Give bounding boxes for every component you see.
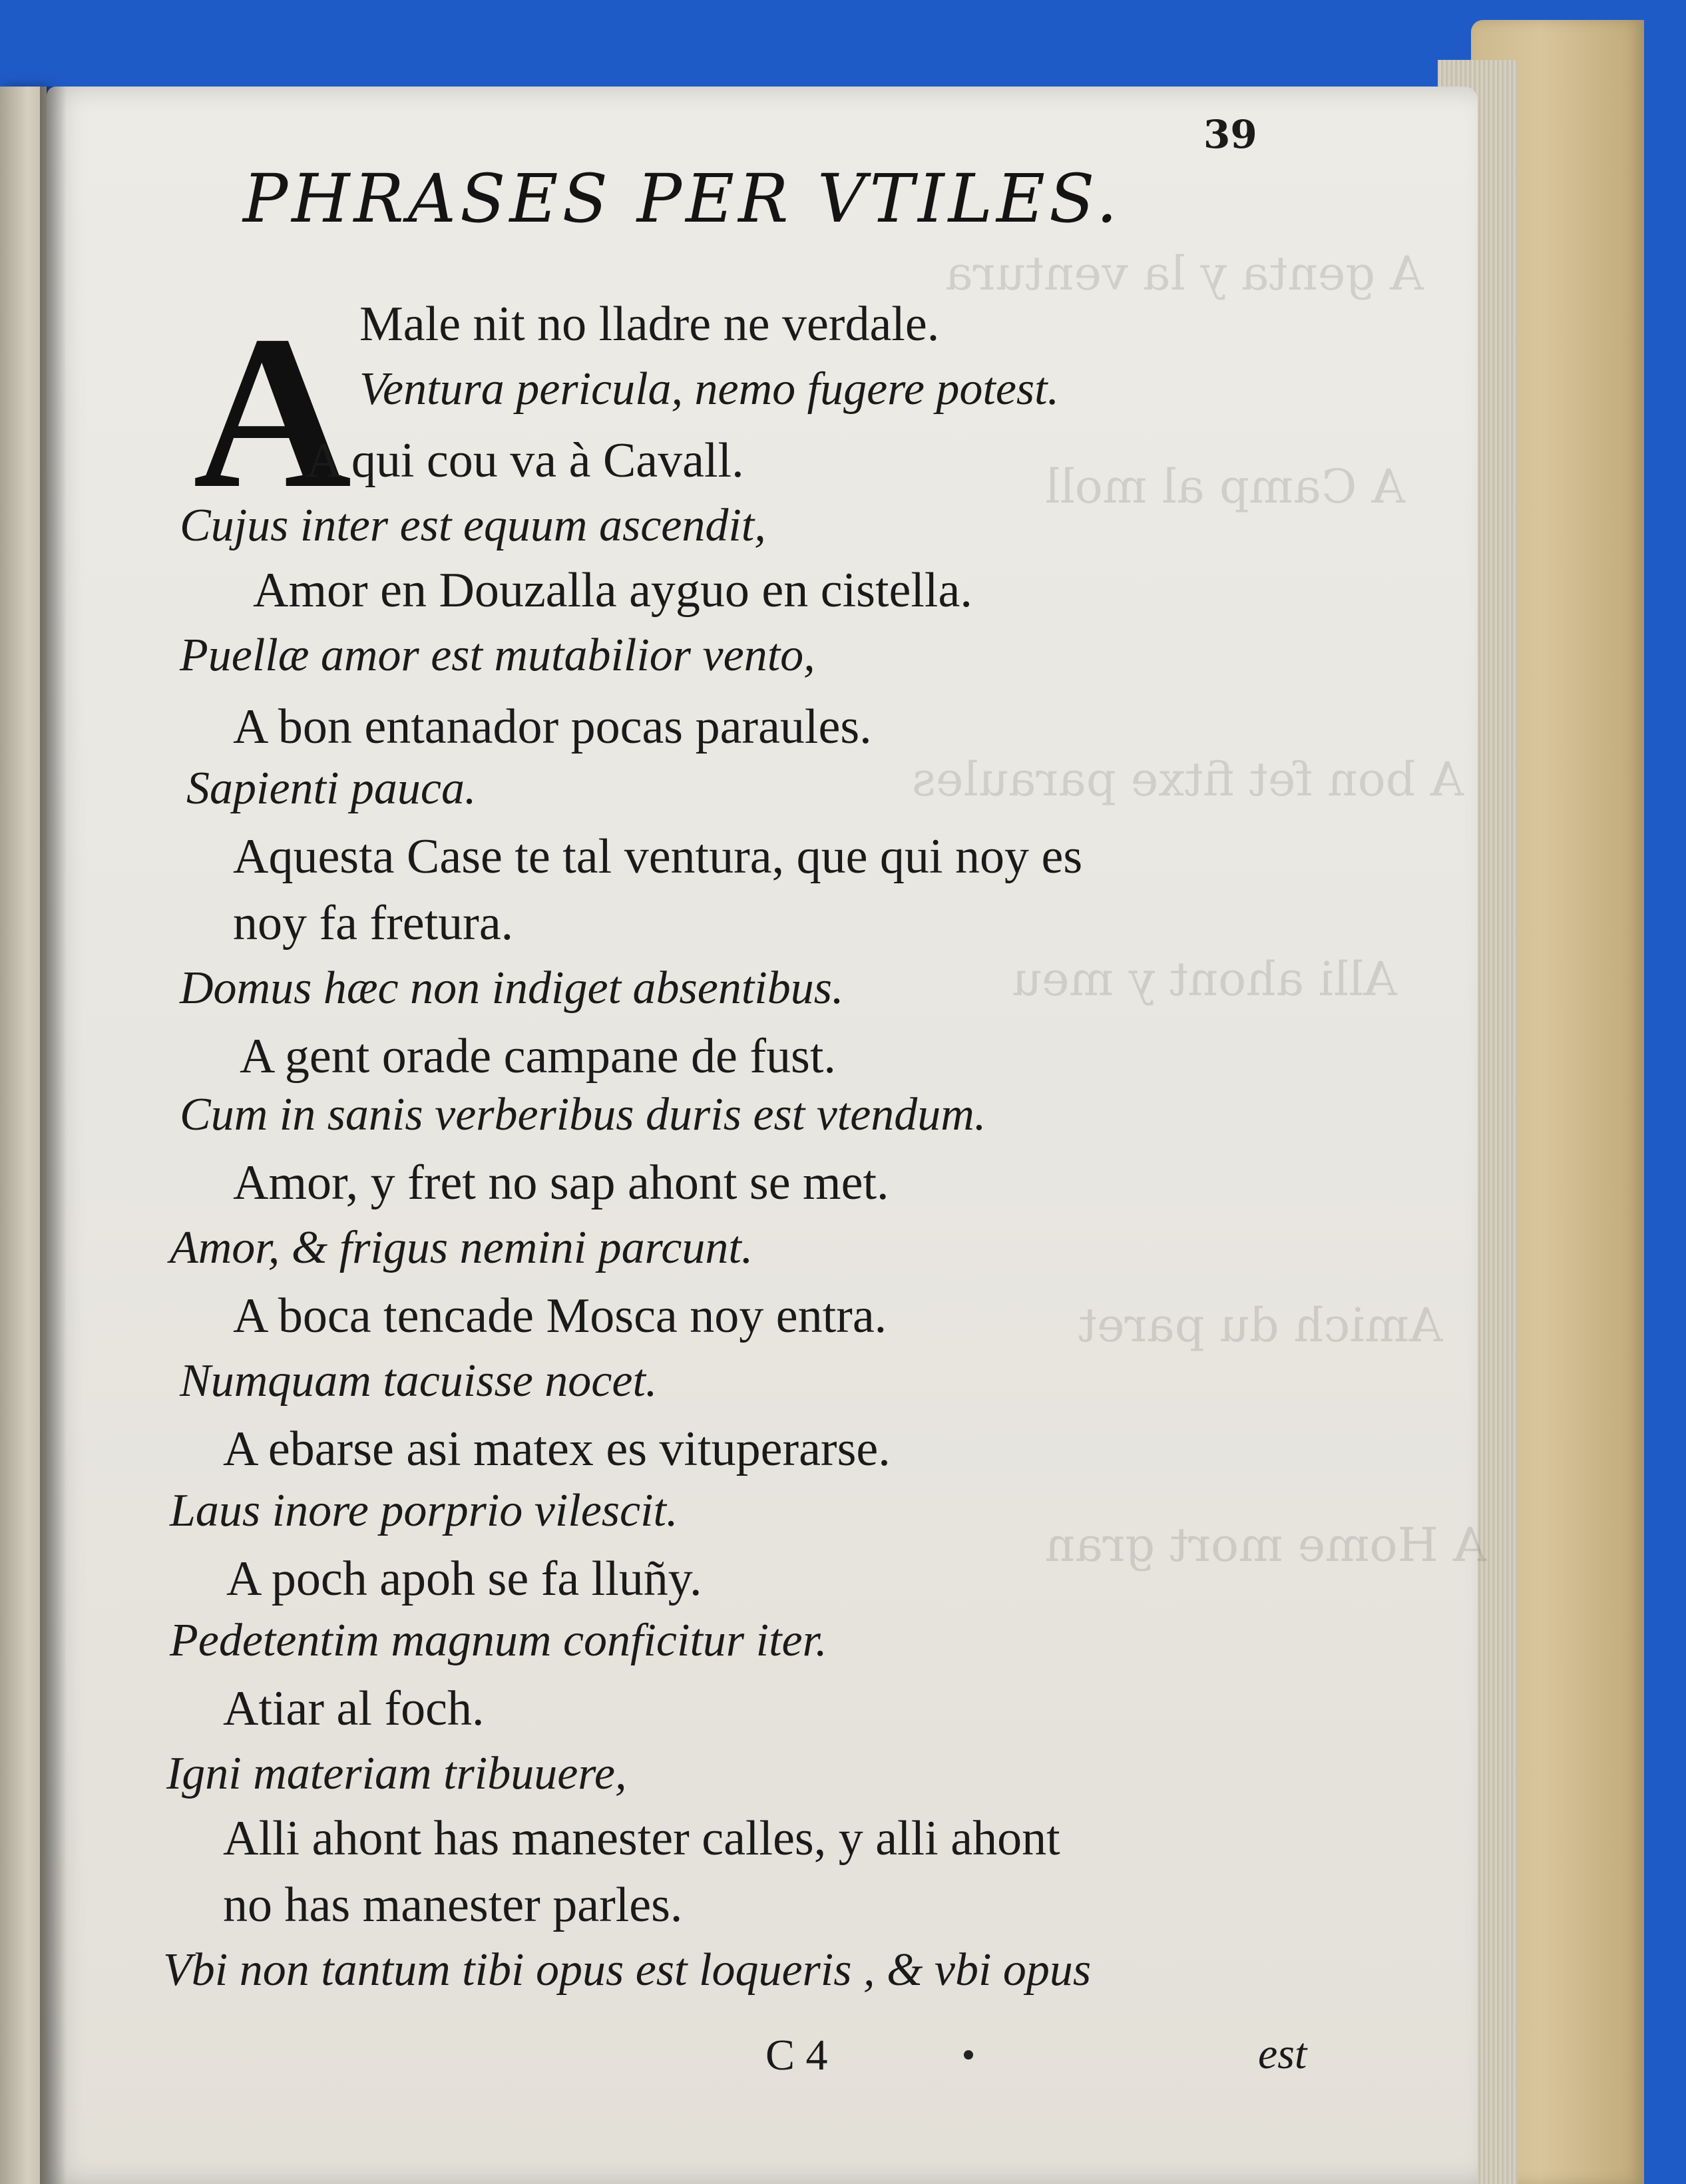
vernacular-phrase-line: A bon entanador pocas paraules. — [233, 700, 872, 754]
vernacular-phrase-line: Aquesta Case te tal ventura, que qui noy es — [233, 829, 1083, 884]
running-title: PHRASES PER VTILES. — [243, 160, 1122, 238]
bleed-through-text: A Home mort gran — [1045, 1518, 1487, 1572]
catchword: est — [1258, 2030, 1307, 2078]
bleed-through-text: A genta y la ventura — [945, 246, 1424, 301]
latin-phrase-line: Laus inore porprio vilescit. — [170, 1485, 678, 1536]
latin-phrase-line: Numquam tacuisse nocet. — [180, 1355, 658, 1407]
vernacular-phrase-line: no has manester parles. — [223, 1878, 683, 1932]
printer-dot — [964, 2050, 973, 2060]
bleed-through-text: A Camp al moll — [1045, 459, 1406, 514]
vernacular-phrase-line: Amor en Douzalla ayguo en cistella. — [253, 563, 972, 618]
latin-phrase-line: Igni materiam tribuuere, — [166, 1748, 627, 1799]
spine-shadow — [40, 87, 67, 2184]
vernacular-phrase-line: A qui cou va à Cavall. — [306, 433, 744, 488]
latin-phrase-line: Cujus inter est equum ascendit, — [180, 500, 766, 551]
vernacular-phrase-line: A gent orade campane de fust. — [240, 1029, 836, 1084]
bleed-through-text: Alli ahont y meu — [1012, 952, 1398, 1006]
latin-phrase-line: Vbi non tantum tibi opus est loqueris , & vbi opus — [163, 1944, 1092, 1996]
latin-phrase-line: Sapienti pauca. — [186, 763, 477, 814]
vernacular-phrase-line: A ebarse asi matex es vituperarse. — [223, 1422, 891, 1476]
page-number: 39 — [1203, 112, 1257, 157]
latin-phrase-line: Pedetentim magnum conficitur iter. — [170, 1615, 827, 1666]
latin-phrase-line: Domus hæc non indiget absentibus. — [180, 963, 844, 1014]
latin-phrase-line: Ventura pericula, nemo fugere potest. — [359, 363, 1060, 415]
vernacular-phrase-line: Amor, y fret no sap ahont se met. — [233, 1156, 889, 1210]
signature-mark: C 4 — [765, 2031, 828, 2079]
vernacular-phrase-line: A boca tencade Mosca noy entra. — [233, 1289, 887, 1343]
bleed-through-text: Amich du paret — [1078, 1298, 1443, 1353]
vernacular-phrase-line: Male nit no lladre ne verdale. — [359, 297, 940, 351]
bleed-through-text: A bon fet fitxe paraules — [912, 752, 1464, 807]
latin-phrase-line: Puellæ amor est mutabilior vento, — [180, 630, 815, 681]
vernacular-phrase-line: Atiar al foch. — [223, 1681, 485, 1736]
vernacular-phrase-line: noy fa fretura. — [233, 896, 514, 951]
vernacular-phrase-line: Alli ahont has manester calles, y alli ahont — [223, 1811, 1060, 1866]
latin-phrase-line: Amor, & frigus nemini parcunt. — [170, 1222, 753, 1273]
drop-cap: A — [193, 291, 352, 534]
latin-phrase-line: Cum in sanis verberibus duris est vtendum. — [180, 1089, 986, 1140]
vernacular-phrase-line: A poch apoh se fa lluñy. — [226, 1552, 702, 1606]
